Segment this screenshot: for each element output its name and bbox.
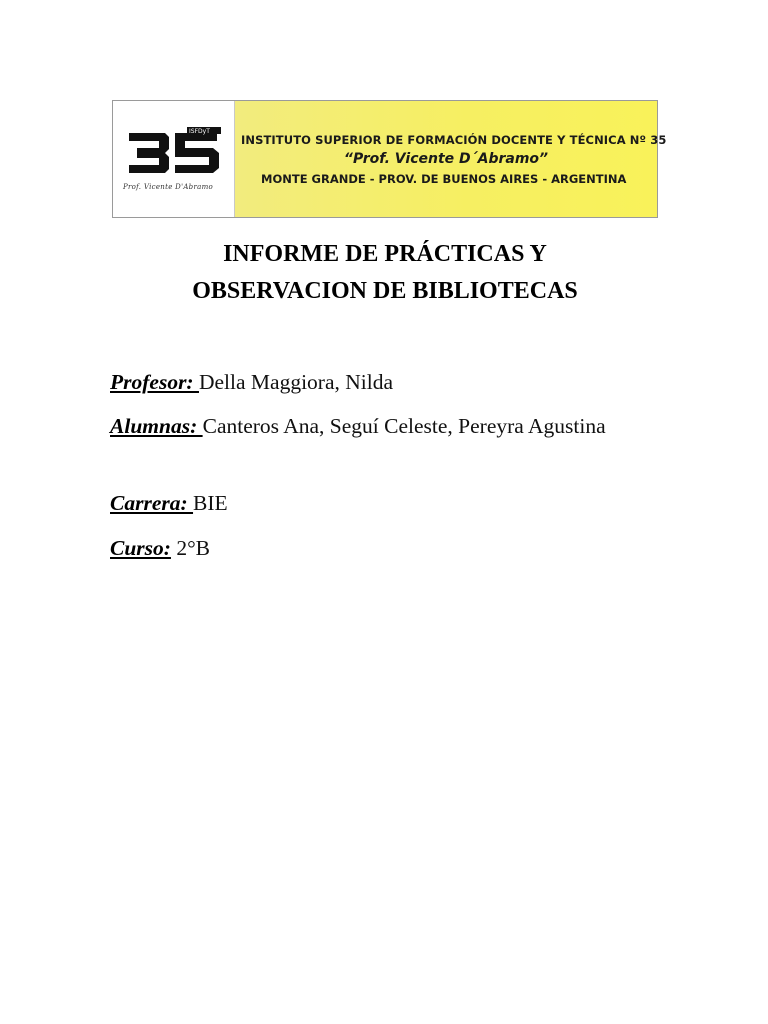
title-line-2: OBSERVACION DE BIBLIOTECAS <box>192 278 578 304</box>
profesor-field <box>110 366 657 399</box>
institution-location: MONTE GRANDE - PROV. DE BUENOS AIRES - ARGENTINA <box>261 172 627 186</box>
carrera-field <box>110 487 657 520</box>
banner-text-panel <box>235 101 667 217</box>
logo-tagline: Prof. Vicente D'Abramo <box>123 183 214 191</box>
logo-small-text: ISFDyT <box>189 128 210 135</box>
curso-field <box>110 532 657 565</box>
alumnas-value: Canteros Ana, Seguí Celeste, Pereyra Agustina <box>202 414 606 438</box>
profesor-value: Della Maggiora, Nilda <box>198 370 394 394</box>
curso-label: Curso: <box>110 536 171 560</box>
institution-banner <box>112 100 667 218</box>
alumnas-field <box>110 410 657 443</box>
carrera-label: Carrera: <box>110 491 194 515</box>
logo-35-mark <box>125 127 225 179</box>
document-title <box>112 236 658 310</box>
profesor-label: Profesor: <box>110 370 199 394</box>
institution-patron: “Prof. Vicente D´Abramo” <box>343 151 549 167</box>
institution-name: INSTITUTO SUPERIOR DE FORMACIÓN DOCENTE Y TÉCNICA Nº 35 <box>241 133 667 147</box>
title-line-1: INFORME DE PRÁCTICAS Y <box>223 241 547 267</box>
curso-value: 2°B <box>170 536 211 560</box>
institution-logo <box>113 101 235 217</box>
carrera-value: BIE <box>193 491 228 515</box>
alumnas-label: Alumnas: <box>110 414 203 438</box>
